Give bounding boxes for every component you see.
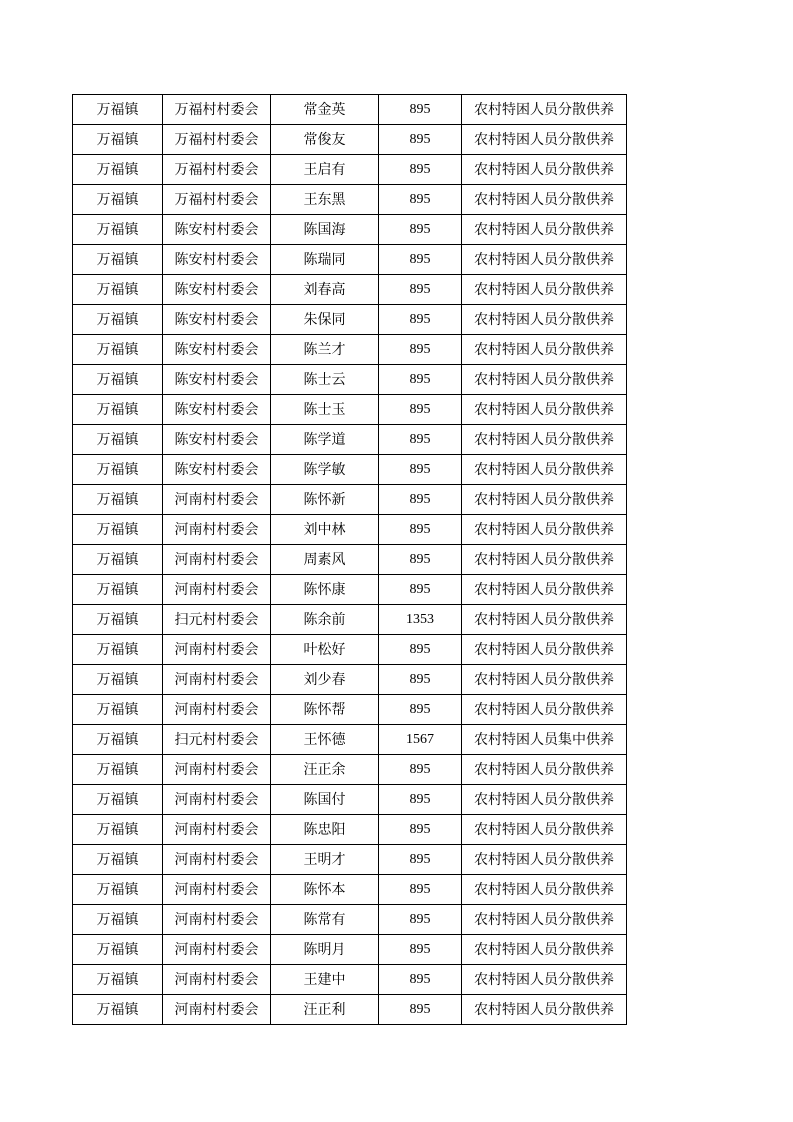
table-row — [73, 335, 627, 365]
table-row — [73, 425, 627, 455]
amount-cell: 895 — [379, 335, 462, 365]
town-cell: 万福镇 — [73, 935, 163, 965]
amount-cell: 895 — [379, 155, 462, 185]
name-cell: 王怀德 — [271, 725, 379, 755]
town-cell: 万福镇 — [73, 335, 163, 365]
support-type-cell: 农村特困人员分散供养 — [462, 155, 627, 185]
table-row — [73, 875, 627, 905]
name-cell: 陈常有 — [271, 905, 379, 935]
support-type-cell: 农村特困人员分散供养 — [462, 635, 627, 665]
town-cell: 万福镇 — [73, 515, 163, 545]
name-cell: 叶松好 — [271, 635, 379, 665]
name-cell: 刘少春 — [271, 665, 379, 695]
town-cell: 万福镇 — [73, 875, 163, 905]
village-cell: 河南村村委会 — [163, 665, 271, 695]
table-row — [73, 545, 627, 575]
amount-cell: 895 — [379, 245, 462, 275]
table-row — [73, 815, 627, 845]
town-cell: 万福镇 — [73, 815, 163, 845]
town-cell: 万福镇 — [73, 725, 163, 755]
name-cell: 陈明月 — [271, 935, 379, 965]
town-cell: 万福镇 — [73, 785, 163, 815]
town-cell: 万福镇 — [73, 275, 163, 305]
name-cell: 刘春高 — [271, 275, 379, 305]
town-cell: 万福镇 — [73, 95, 163, 125]
village-cell: 陈安村村委会 — [163, 395, 271, 425]
support-type-cell: 农村特困人员分散供养 — [462, 545, 627, 575]
town-cell: 万福镇 — [73, 695, 163, 725]
village-cell: 陈安村村委会 — [163, 305, 271, 335]
support-type-cell: 农村特困人员分散供养 — [462, 905, 627, 935]
name-cell: 陈瑞同 — [271, 245, 379, 275]
support-type-cell: 农村特困人员分散供养 — [462, 395, 627, 425]
town-cell: 万福镇 — [73, 575, 163, 605]
amount-cell: 895 — [379, 965, 462, 995]
name-cell: 陈忠阳 — [271, 815, 379, 845]
support-type-cell: 农村特困人员分散供养 — [462, 575, 627, 605]
amount-cell: 895 — [379, 125, 462, 155]
table-row — [73, 995, 627, 1025]
name-cell: 常金英 — [271, 95, 379, 125]
amount-cell: 895 — [379, 515, 462, 545]
support-type-cell: 农村特困人员分散供养 — [462, 425, 627, 455]
village-cell: 河南村村委会 — [163, 575, 271, 605]
village-cell: 陈安村村委会 — [163, 455, 271, 485]
amount-cell: 895 — [379, 815, 462, 845]
village-cell: 陈安村村委会 — [163, 215, 271, 245]
town-cell: 万福镇 — [73, 635, 163, 665]
town-cell: 万福镇 — [73, 245, 163, 275]
amount-cell: 895 — [379, 695, 462, 725]
table-row — [73, 125, 627, 155]
town-cell: 万福镇 — [73, 125, 163, 155]
town-cell: 万福镇 — [73, 365, 163, 395]
town-cell: 万福镇 — [73, 995, 163, 1025]
name-cell: 陈余前 — [271, 605, 379, 635]
support-type-cell: 农村特困人员分散供养 — [462, 365, 627, 395]
name-cell: 王明才 — [271, 845, 379, 875]
table-row — [73, 935, 627, 965]
name-cell: 陈国付 — [271, 785, 379, 815]
village-cell: 河南村村委会 — [163, 965, 271, 995]
village-cell: 扫元村村委会 — [163, 725, 271, 755]
table-row — [73, 305, 627, 335]
name-cell: 朱保同 — [271, 305, 379, 335]
table-row — [73, 95, 627, 125]
support-type-cell: 农村特困人员分散供养 — [462, 605, 627, 635]
support-type-cell: 农村特困人员分散供养 — [462, 875, 627, 905]
town-cell: 万福镇 — [73, 155, 163, 185]
name-cell: 王建中 — [271, 965, 379, 995]
table-row — [73, 635, 627, 665]
name-cell: 陈士云 — [271, 365, 379, 395]
amount-cell: 895 — [379, 785, 462, 815]
village-cell: 河南村村委会 — [163, 875, 271, 905]
amount-cell: 895 — [379, 755, 462, 785]
table-row — [73, 185, 627, 215]
name-cell: 常俊友 — [271, 125, 379, 155]
table-row — [73, 725, 627, 755]
town-cell: 万福镇 — [73, 665, 163, 695]
support-type-cell: 农村特困人员分散供养 — [462, 515, 627, 545]
amount-cell: 895 — [379, 995, 462, 1025]
support-type-cell: 农村特困人员分散供养 — [462, 845, 627, 875]
name-cell: 周素风 — [271, 545, 379, 575]
table-row — [73, 485, 627, 515]
village-cell: 万福村村委会 — [163, 155, 271, 185]
amount-cell: 895 — [379, 425, 462, 455]
name-cell: 刘中林 — [271, 515, 379, 545]
town-cell: 万福镇 — [73, 905, 163, 935]
amount-cell: 895 — [379, 575, 462, 605]
village-cell: 河南村村委会 — [163, 905, 271, 935]
village-cell: 扫元村村委会 — [163, 605, 271, 635]
town-cell: 万福镇 — [73, 545, 163, 575]
name-cell: 陈怀本 — [271, 875, 379, 905]
amount-cell: 895 — [379, 275, 462, 305]
support-type-cell: 农村特困人员分散供养 — [462, 695, 627, 725]
support-type-cell: 农村特困人员分散供养 — [462, 275, 627, 305]
support-type-cell: 农村特困人员分散供养 — [462, 245, 627, 275]
table-row — [73, 605, 627, 635]
amount-cell: 895 — [379, 485, 462, 515]
town-cell: 万福镇 — [73, 215, 163, 245]
name-cell: 陈学道 — [271, 425, 379, 455]
village-cell: 河南村村委会 — [163, 545, 271, 575]
support-type-cell: 农村特困人员分散供养 — [462, 125, 627, 155]
amount-cell: 895 — [379, 545, 462, 575]
village-cell: 河南村村委会 — [163, 755, 271, 785]
support-type-cell: 农村特困人员分散供养 — [462, 815, 627, 845]
amount-cell: 895 — [379, 935, 462, 965]
table-row — [73, 965, 627, 995]
table-row — [73, 215, 627, 245]
town-cell: 万福镇 — [73, 185, 163, 215]
village-cell: 河南村村委会 — [163, 695, 271, 725]
amount-cell: 895 — [379, 455, 462, 485]
village-cell: 河南村村委会 — [163, 995, 271, 1025]
support-type-cell: 农村特困人员分散供养 — [462, 455, 627, 485]
table-row — [73, 275, 627, 305]
village-cell: 河南村村委会 — [163, 935, 271, 965]
village-cell: 河南村村委会 — [163, 785, 271, 815]
table-row — [73, 905, 627, 935]
amount-cell: 1353 — [379, 605, 462, 635]
name-cell: 汪正利 — [271, 995, 379, 1025]
amount-cell: 895 — [379, 305, 462, 335]
table-row — [73, 665, 627, 695]
town-cell: 万福镇 — [73, 965, 163, 995]
amount-cell: 895 — [379, 395, 462, 425]
support-type-cell: 农村特困人员分散供养 — [462, 755, 627, 785]
table-row — [73, 845, 627, 875]
village-cell: 河南村村委会 — [163, 485, 271, 515]
table-row — [73, 155, 627, 185]
amount-cell: 895 — [379, 215, 462, 245]
village-cell: 河南村村委会 — [163, 845, 271, 875]
table-row — [73, 785, 627, 815]
town-cell: 万福镇 — [73, 485, 163, 515]
table-row — [73, 395, 627, 425]
village-cell: 陈安村村委会 — [163, 335, 271, 365]
village-cell: 万福村村委会 — [163, 125, 271, 155]
village-cell: 万福村村委会 — [163, 185, 271, 215]
support-type-cell: 农村特困人员分散供养 — [462, 215, 627, 245]
village-cell: 河南村村委会 — [163, 815, 271, 845]
support-type-cell: 农村特困人员分散供养 — [462, 305, 627, 335]
village-cell: 陈安村村委会 — [163, 245, 271, 275]
town-cell: 万福镇 — [73, 455, 163, 485]
support-type-cell: 农村特困人员分散供养 — [462, 335, 627, 365]
table-row — [73, 515, 627, 545]
support-type-cell: 农村特困人员分散供养 — [462, 785, 627, 815]
table-row — [73, 245, 627, 275]
town-cell: 万福镇 — [73, 845, 163, 875]
table-row — [73, 365, 627, 395]
amount-cell: 895 — [379, 665, 462, 695]
amount-cell: 895 — [379, 845, 462, 875]
village-cell: 陈安村村委会 — [163, 425, 271, 455]
support-type-cell: 农村特困人员分散供养 — [462, 485, 627, 515]
name-cell: 陈国海 — [271, 215, 379, 245]
village-cell: 河南村村委会 — [163, 635, 271, 665]
support-type-cell: 农村特困人员分散供养 — [462, 935, 627, 965]
support-type-cell: 农村特困人员分散供养 — [462, 665, 627, 695]
name-cell: 王东黑 — [271, 185, 379, 215]
village-cell: 陈安村村委会 — [163, 365, 271, 395]
name-cell: 陈怀帮 — [271, 695, 379, 725]
support-type-cell: 农村特困人员分散供养 — [462, 185, 627, 215]
table-row — [73, 455, 627, 485]
support-type-cell: 农村特困人员分散供养 — [462, 95, 627, 125]
support-type-cell: 农村特困人员分散供养 — [462, 965, 627, 995]
amount-cell: 1567 — [379, 725, 462, 755]
village-cell: 河南村村委会 — [163, 515, 271, 545]
record-table — [72, 94, 627, 1025]
name-cell: 陈士玉 — [271, 395, 379, 425]
support-type-cell: 农村特困人员分散供养 — [462, 995, 627, 1025]
name-cell: 王启有 — [271, 155, 379, 185]
village-cell: 陈安村村委会 — [163, 275, 271, 305]
town-cell: 万福镇 — [73, 395, 163, 425]
table-row — [73, 695, 627, 725]
town-cell: 万福镇 — [73, 755, 163, 785]
amount-cell: 895 — [379, 635, 462, 665]
record-table-body — [73, 95, 627, 1025]
town-cell: 万福镇 — [73, 605, 163, 635]
village-cell: 万福村村委会 — [163, 95, 271, 125]
amount-cell: 895 — [379, 905, 462, 935]
name-cell: 陈学敏 — [271, 455, 379, 485]
amount-cell: 895 — [379, 365, 462, 395]
table-row — [73, 575, 627, 605]
name-cell: 陈怀新 — [271, 485, 379, 515]
amount-cell: 895 — [379, 875, 462, 905]
amount-cell: 895 — [379, 185, 462, 215]
town-cell: 万福镇 — [73, 425, 163, 455]
table-row — [73, 755, 627, 785]
amount-cell: 895 — [379, 95, 462, 125]
name-cell: 汪正余 — [271, 755, 379, 785]
name-cell: 陈兰才 — [271, 335, 379, 365]
support-type-cell: 农村特困人员集中供养 — [462, 725, 627, 755]
name-cell: 陈怀康 — [271, 575, 379, 605]
town-cell: 万福镇 — [73, 305, 163, 335]
